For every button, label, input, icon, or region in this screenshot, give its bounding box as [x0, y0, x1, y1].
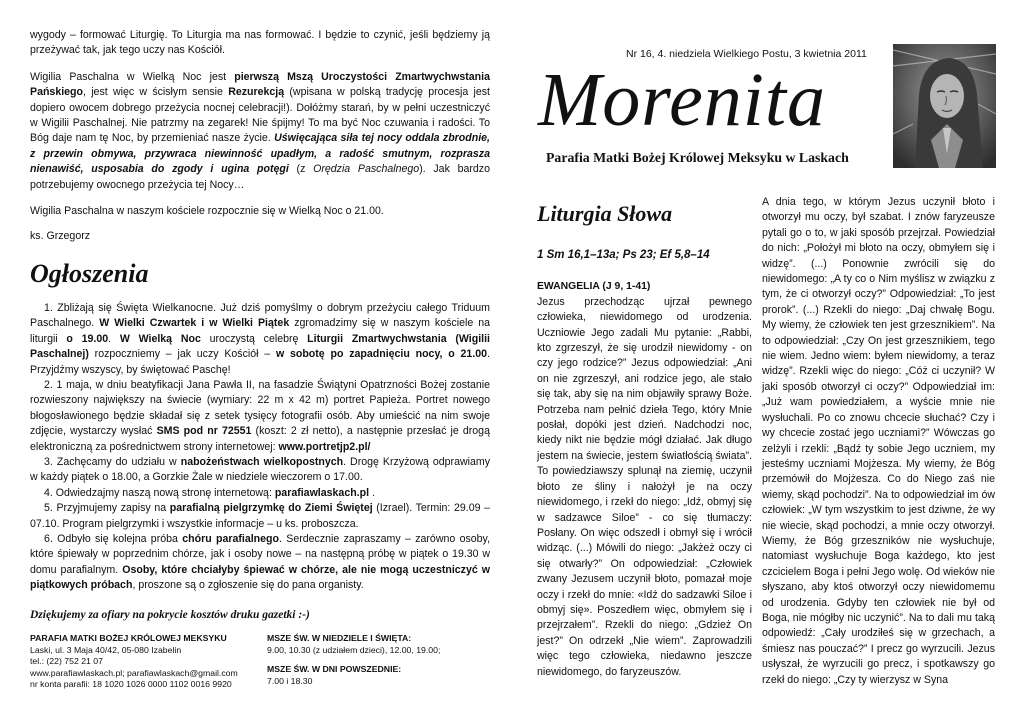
- footer-contact: [30, 633, 267, 691]
- vigil-paragraph: [30, 70, 490, 193]
- vigil-source: Orędzia Paschalnego: [313, 163, 420, 176]
- ann-bold: SMS pod nr 72551: [156, 425, 252, 438]
- portret-link[interactable]: www.portretjp2.pl/: [278, 440, 371, 453]
- ann-text: 6. Odbyło się kolejna próba: [44, 532, 183, 545]
- footer-org-head: PARAFIA MATKI BOŻEJ KRÓLOWEJ MEKSYKU: [30, 633, 227, 643]
- ann-bold: Osoby, które chciałyby śpiewać w chórze, ale nie mogą uczestniczyć w piątkowych próbach: [30, 563, 490, 592]
- announcements-heading: Ogłoszenia: [30, 258, 149, 288]
- vigil-exsultet-quote: Uświęcająca siła tej nocy oddala zbrodnie, z przewin obmywa, przywraca niewinność upadłym, a radość smutnym, rozprasza nienawiść, usposabia do zgody i ugina potęgi: [30, 132, 490, 176]
- vigil-bold-mass: pierwszą Mszą Uroczystości Zmartwychwstania Pańskiego: [30, 70, 490, 99]
- vigil-text: (wpisana w polską tradycję procesja jest dopiero owocem dobrego przeżycia nocnej celebracji!). Dołóżmy starań, by w pełni uczestniczyć w Wigilii Paschalnej. Nie patrzmy na zegarek! Nie śpijmy! To ma być Noc czuwania i radości. To Bóg daje nam tę Noc, by przemieniać nasze życie.: [30, 86, 490, 145]
- ann-bold: Liturgii Zmartwychwstania (Wigilii Paschalnej): [30, 332, 490, 361]
- issue-line: Nr 16, 4. niedziela Wielkiego Postu, 3 kwietnia 2011: [626, 48, 867, 60]
- thanks-line: Dziękujemy za ofiary na pokrycie kosztów druku gazetki :-): [30, 608, 310, 621]
- vigil-time: Wigilia Paschalna w naszym kościele rozpocznie się w Wielką Noc o 21.00.: [30, 205, 384, 218]
- footer: [30, 633, 490, 691]
- vigil-bold-rezurekcja: Rezurekcją: [228, 86, 285, 99]
- announcement-2: [30, 378, 490, 455]
- vigil-text: , jest więc w ścisłym sensie: [83, 86, 229, 99]
- parish-site-link[interactable]: parafiawlaskach.pl: [274, 486, 370, 499]
- ann-bold: nabożeństwach wielkopostnych: [180, 455, 344, 468]
- announcements-list: [30, 301, 490, 594]
- ann-bold: W Wielką Noc: [119, 332, 201, 345]
- ann-text: 1. Zbliżają się Święta Wielkanocne. Już dziś pomyślmy o dobrym przeżyciu całego Triduum Paschalnego.: [30, 301, 490, 330]
- gospel-text: Jezus przechodząc ujrzał pewnego człowieka, niewidomego od urodzenia. Uczniowie Jego zadali Mu pytanie: „Rabbi, kto zgrzeszył, że się urodził niewidomy - on czy jego rodzice?” Jezus odpowiedział: „Ani on nie zgrzeszył, ani rodzice jego, ale stało się tak, aby się na nim objawiły sprawy Boże. Potrzeba nam pełnić dzieła Tego, który Mnie posłał, dopóki jest dzień. Nadchodzi noc, kiedy nikt nie będzie mógł działać. Jak długo jestem na świecie, jestem światłością świata”. To powiedziawszy splunął na ziemię, uczynił błoto ze śliny i nałożył je na oczy niewidomego, i rzekł do niego: „Idź, obmyj się w sadzawce Siloe” - co się tłumaczy: Posłany. On więc odszedł i obmył się i wrócił widząc. (...) Mówili do niego: „Jakżeż oczy ci się otwarły?” On odpowiedział: „Człowiek zwany Jezusem uczynił błoto, pomazał moje oczy i rzekł do mnie: «Idź do sadzawki Siloe i obmyj się». Poszedłem więc, obmyłem się i przejrzałem”. Rzekli do niego: „Gdzież On jest?” On odrzekł „Nie wiem”. Zaprowadzili więc tego człowieka, niedawno jeszcze niewidomego, do faryzeuszów.: [537, 295, 752, 678]
- weekday-mass-times: 7.00 i 18.30: [267, 675, 313, 686]
- ann-text: 4. Odwiedzajmy naszą nową stronę internetową:: [44, 486, 275, 499]
- ann-text: 5. Przyjmujemy zapisy na: [44, 502, 170, 515]
- liturgy-heading: Liturgia Słowa: [537, 201, 673, 226]
- ann-text: .: [369, 486, 375, 499]
- ann-bold: o 19.00: [66, 332, 109, 345]
- portrait-illustration: [893, 44, 996, 168]
- announcement-6: [30, 532, 490, 594]
- vigil-text: ). Jak bardzo potrzebujemy owocnego przeżycia tej Nocy…: [30, 163, 490, 191]
- ann-text: zgromadzimy się w naszym kościele na liturgii: [30, 317, 490, 345]
- liturgy-column: [537, 196, 752, 680]
- announcement-4: [30, 486, 490, 501]
- ann-text: . Serdecznie zapraszamy – zarówno osoby, które śpiewały w poprzednim chórze, jak i osoby nowe – na następną próbę w piątek o 19.30 w domu parafialnym.: [30, 532, 491, 576]
- ann-bold: W Wielki Czwartek i w Wielki Piątek: [99, 317, 290, 330]
- sunday-mass-times: 9.00, 10.30 (z udziałem dzieci), 12.00, 19.00;: [267, 644, 441, 655]
- weekday-mass-head: MSZE ŚW. W DNI POWSZEDNIE:: [267, 664, 402, 675]
- signature: ks. Grzegorz: [30, 230, 91, 243]
- gospel-heading: EWANGELIA (J 9, 1-41): [537, 281, 651, 293]
- ann-text: . Drogę Krzyżową odprawiamy w każdy piątek o 18.00, a Gorzkie Żale w niedziele wieczorem o 17.00.: [30, 455, 490, 484]
- intro-paragraph: wygody – formować Liturgię. To Liturgia ma nas formować. I będzie to czynić, jeśli będziemy ją przeżywać tak, jak tego uczy nas Kościół.: [30, 29, 490, 57]
- ann-text: uroczystą celebrę: [200, 332, 308, 345]
- parish-name: Parafia Matki Bożej Królowej Meksyku w Laskach: [546, 150, 849, 165]
- ann-bold: parafialną pielgrzymkę do Ziemi Świętej: [169, 502, 373, 515]
- vigil-text: (z: [288, 163, 314, 176]
- readings-references: 1 Sm 16,1–13a; Ps 23; Ef 5,8–14: [537, 249, 710, 261]
- footer-phone: tel.: (22) 752 21 07: [30, 656, 103, 667]
- announcement-1: [30, 301, 490, 378]
- footer-web-email[interactable]: www.parafiawlaskach.pl; parafiawlaskach@gmail.com: [30, 667, 238, 678]
- sunday-mass-head: MSZE ŚW. W NIEDZIELE I ŚWIĘTA:: [267, 633, 412, 643]
- ann-text: , proszone są o zgłoszenie się do pana organisty.: [132, 579, 364, 592]
- announcement-3: [30, 455, 490, 486]
- gospel-continuation-text: A dnia tego, w którym Jezus uczynił błoto i otworzył mu oczy, był szabat. I znów faryzeusze pytali go o to, w jaki sposób przejrzał. Powiedział do nich: „Położył mi błoto na oczy, obmyłem się i widzę”. (...) Ponownie zwrócili się do niewidomego: „A ty co o Nim myślisz w związku z tym, że ci otworzył oczy?” Odpowiedział: „To jest prorok”. (...) Rzekli do niego: „Daj chwałę Bogu. My wiemy, że człowiek ten jest grzesznikiem”. Na to odpowiedział: „Czy On jest grzesznikiem, tego nie wiem. Jedno wiem: byłem niewidomy, a teraz widzę”. Rzekli więc do niego: „Cóż ci uczynił? W jaki sposób otworzył ci oczy?” Odpowiedział im: „Już wam powiedziałem, a wyście mnie nie wysłuchali. Po co znowu chcecie słuchać? Czy i wy chcecie zostać jego uczniami?” Wówczas go zelżyli i rzekli: „Bądź ty sobie Jego uczniem, my jesteśmy uczniami Mojżesza. My wiemy, że Bóg przemówił do Mojżesza. Co do Niego zaś nie wiemy, skąd pochodzi”. Na to odpowiedział im ów człowiek: „W tym wszystkim to jest dziwne, że wy nie wiecie, skąd pochodzi, a mnie oczy otworzył. Wiemy, że Bóg grzeszników nie wysłuchuje, natomiast wysłuchuje Boga każdego, kto jest czcicielem Boga i pełni Jego wolę. Od wieków nie słyszano, aby ktoś otworzył oczy niewidomemu od urodzenia. Gdyby ten człowiek nie był od Boga, nie mógłby nic uczynić”. Na to dali mu taką odpowiedź: „Cały urodziłeś się w grzechach, a śmiesz nas pouczać?” I precz go wyrzucili. Jezus usłyszał, że wyrzucili go precz, i spotkawszy go rzekł do niego: „Czy ty wierzysz w Syna: [762, 196, 995, 686]
- virgin-portrait-image: [893, 44, 996, 168]
- ann-text: . Przyjdźmy wszyscy, by świętować Paschę!: [30, 348, 490, 376]
- footer-mass-times: [267, 633, 490, 691]
- ann-text: (koszt: 2 zł netto), a następnie przesłać je drogą elektroniczną za pośrednictwem strony internetowej:: [30, 425, 490, 453]
- gospel-continuation-column: [762, 195, 995, 688]
- announcement-5: [30, 501, 490, 532]
- ann-text: 3. Zachęcamy do udziału w: [44, 455, 181, 468]
- vigil-text: Wigilia Paschalna w Wielką Noc jest: [30, 70, 235, 83]
- footer-address: Laski, ul. 3 Maja 40/42, 05-080 Izabelin: [30, 644, 182, 655]
- ann-text: rozpoczniemy – jak uczy Kościół –: [88, 348, 276, 361]
- ann-bold: w sobotę po zapadnięciu nocy, o 21.00: [275, 348, 488, 361]
- footer-account: nr konta parafii: 18 1020 1026 0000 1102 0016 9920: [30, 679, 232, 690]
- newsletter-title: Morenita: [538, 58, 827, 142]
- ann-text: (Izrael). Termin: 29.09 – 07.10. Program pielgrzymki i wszystkie informacje – u ks. proboszcza.: [30, 502, 490, 530]
- ann-text: .: [108, 332, 120, 345]
- ann-bold: chóru parafialnego: [182, 532, 279, 545]
- ann-text: 2. 1 maja, w dniu beatyfikacji Jana Pawła II, na fasadzie Świątyni Opatrzności Bożej zostanie rozwieszony największy na świecie (wymiary: 22 m x 42 m) portret Papieża. Portret nowego błogosławionego będzie składał się z setek tysięcy fotografii osób. Aby umieścić na nim swoje zdjęcie, wystarczy wysłać: [30, 378, 490, 438]
- left-column: [30, 28, 490, 691]
